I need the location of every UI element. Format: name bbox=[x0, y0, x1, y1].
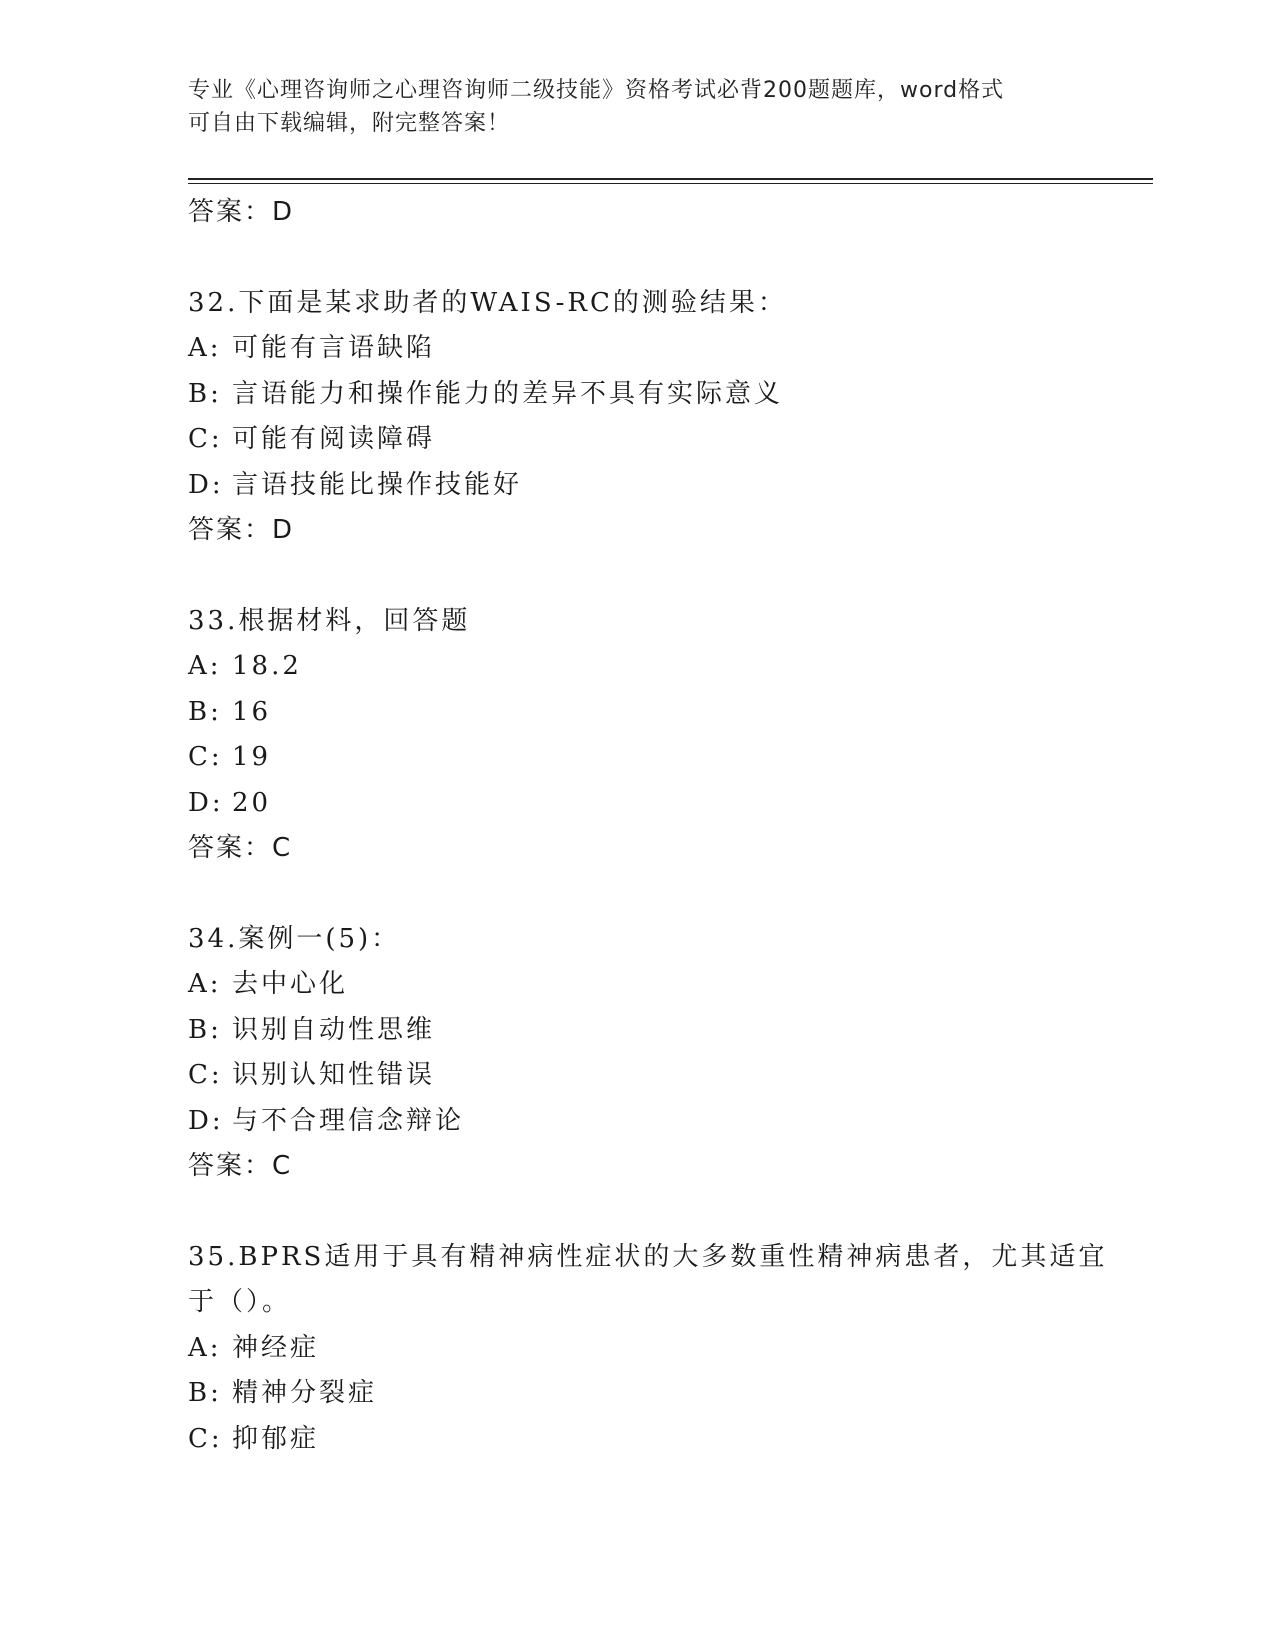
question-block bbox=[188, 917, 1153, 1190]
question-text-line-1: 35.BPRS适用于具有精神病性症状的大多数重性精神病患者，尤其适宜 bbox=[188, 1241, 1108, 1272]
header-rule-thick bbox=[188, 178, 1153, 180]
option-c bbox=[188, 1053, 1153, 1099]
option-b bbox=[188, 1371, 1153, 1417]
answer-line: 答案：D bbox=[188, 515, 295, 545]
option-label: B: bbox=[188, 378, 222, 409]
option-text: 19 bbox=[232, 742, 272, 772]
option-d bbox=[188, 1099, 1153, 1145]
question-text: 34.案例一(5)： bbox=[188, 923, 401, 954]
option-d bbox=[188, 781, 1153, 827]
option-a bbox=[188, 962, 1153, 1008]
question-block bbox=[188, 1235, 1153, 1463]
option-label: D: bbox=[188, 787, 224, 818]
previous-answer: 答案：D bbox=[188, 197, 295, 227]
option-text: 18.2 bbox=[232, 651, 302, 681]
option-label: B: bbox=[188, 1014, 222, 1045]
option-b bbox=[188, 690, 1153, 736]
option-text: 识别认知性错误 bbox=[232, 1060, 436, 1090]
answer-line: 答案：C bbox=[188, 833, 293, 863]
option-c bbox=[188, 1417, 1153, 1463]
option-label: A: bbox=[188, 333, 222, 363]
question-text: 32.下面是某求助者的WAIS-RC的测验结果： bbox=[188, 287, 787, 318]
option-c bbox=[188, 735, 1153, 781]
option-label: D: bbox=[188, 469, 224, 500]
option-text: 言语技能比操作技能好 bbox=[232, 469, 523, 500]
question-list bbox=[188, 190, 1153, 1462]
header-rule-thin bbox=[188, 183, 1153, 184]
option-label: C: bbox=[188, 1423, 223, 1454]
option-b bbox=[188, 372, 1153, 418]
option-label: C: bbox=[188, 424, 223, 454]
option-label: C: bbox=[188, 1060, 223, 1090]
option-label: B: bbox=[188, 1378, 222, 1408]
option-c bbox=[188, 417, 1153, 463]
option-text: 言语能力和操作能力的差异不具有实际意义 bbox=[232, 378, 784, 409]
option-label: A: bbox=[188, 969, 222, 999]
question-block bbox=[188, 599, 1153, 872]
option-label: A: bbox=[188, 1332, 222, 1363]
option-text: 可能有阅读障碍 bbox=[232, 424, 436, 454]
question-text-line-2: 于（）。 bbox=[188, 1287, 292, 1317]
option-text: 与不合理信念辩论 bbox=[232, 1105, 465, 1136]
option-text: 精神分裂症 bbox=[232, 1378, 378, 1408]
option-label: C: bbox=[188, 742, 223, 772]
option-a bbox=[188, 1326, 1153, 1372]
option-text: 抑郁症 bbox=[232, 1423, 320, 1454]
option-text: 20 bbox=[232, 787, 272, 818]
option-label: B: bbox=[188, 696, 222, 727]
question-block bbox=[188, 281, 1153, 554]
option-text: 识别自动性思维 bbox=[232, 1014, 436, 1045]
option-text: 16 bbox=[232, 696, 272, 727]
option-text: 神经症 bbox=[232, 1332, 320, 1363]
document-header bbox=[188, 74, 1088, 140]
header-line-1: 专业《心理咨询师之心理咨询师二级技能》资格考试必背200题题库，word格式 bbox=[188, 78, 1005, 103]
option-a bbox=[188, 644, 1153, 690]
option-d bbox=[188, 463, 1153, 509]
option-label: A: bbox=[188, 651, 222, 681]
header-line-2: 可自由下载编辑，附完整答案！ bbox=[188, 111, 511, 136]
option-text: 去中心化 bbox=[232, 969, 349, 999]
option-text: 可能有言语缺陷 bbox=[232, 333, 436, 363]
answer-line: 答案：C bbox=[188, 1151, 293, 1181]
option-b bbox=[188, 1008, 1153, 1054]
option-a bbox=[188, 326, 1153, 372]
question-text: 33.根据材料，回答题 bbox=[188, 605, 471, 636]
option-label: D: bbox=[188, 1105, 224, 1136]
